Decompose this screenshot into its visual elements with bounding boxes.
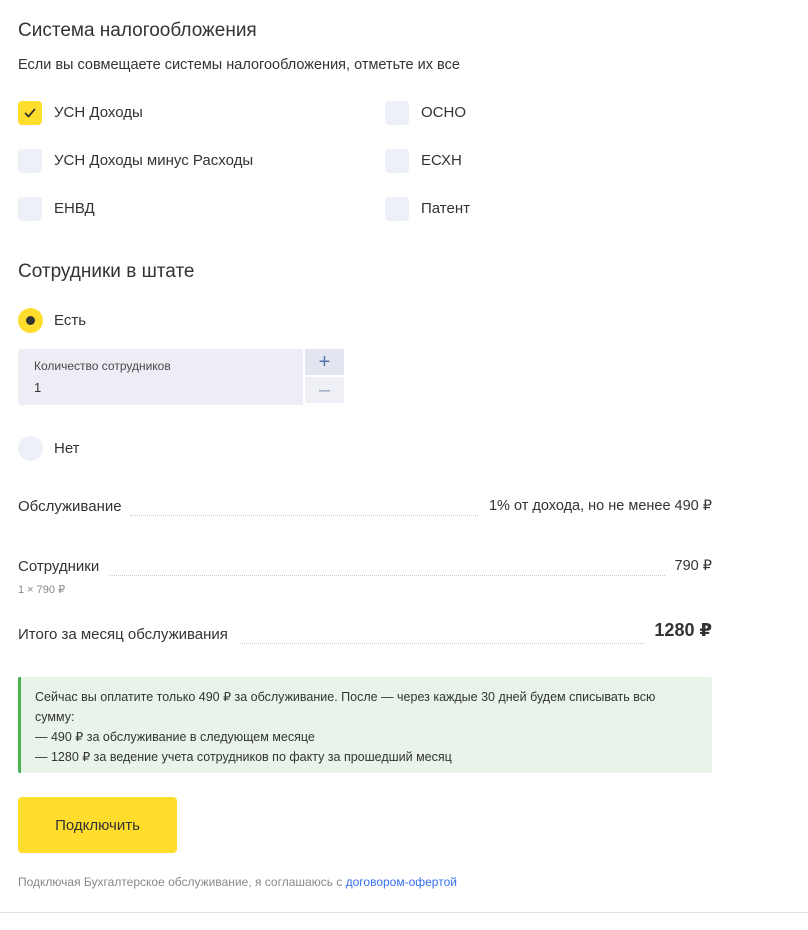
radio-employees-no[interactable] [18,436,43,461]
employees-section-title: Сотрудники в штате [18,261,195,282]
checkbox-usn-income[interactable] [18,101,42,125]
radio-employees-yes-label[interactable]: Есть [54,312,87,329]
employees-cost-note: 1 × 790 ₽ [18,584,66,596]
agreement-text-prefix: Подключая Бухгалтерское обслуживание, я соглашаюсь с [18,875,346,889]
offer-agreement-link[interactable]: договором-офертой [345,875,457,889]
agreement-text [18,875,457,889]
checkbox-usn-income-minus-expenses[interactable] [18,149,42,173]
bottom-divider [0,912,808,913]
plus-icon: + [318,351,331,373]
minus-icon: – [318,379,331,401]
service-dotted-leader [130,515,478,516]
total-label: Итого за месяц обслуживания [18,626,228,643]
radio-employees-no-label[interactable]: Нет [54,440,80,457]
radio-employees-yes[interactable] [18,308,43,333]
employees-dotted-leader [110,575,665,576]
notice-line-2: сумму: [35,710,75,724]
increment-button[interactable] [305,349,344,375]
checkbox-patent-label[interactable]: Патент [421,200,470,217]
connect-button[interactable]: Подключить [18,797,177,853]
payment-notice [18,677,712,773]
checkbox-osno-label[interactable]: ОСНО [421,104,466,121]
service-value: 1% от дохода, но не менее 490 ₽ [488,498,712,514]
checkbox-eshn-label[interactable]: ЕСХН [421,152,462,169]
decrement-button[interactable] [305,377,344,403]
employee-count-value[interactable]: 1 [34,380,42,395]
total-value: 1280 ₽ [654,620,712,640]
notice-line-1: Сейчас вы оплатите только 490 ₽ за обслуживание. После — через каждые 30 дней будем списывать всю [35,690,656,704]
checkmark-icon [23,106,37,120]
tax-section-subtitle: Если вы совмещаете системы налогообложения, отметьте их все [18,57,460,73]
employee-count-label: Количество сотрудников [34,359,171,373]
checkbox-envd-label[interactable]: ЕНВД [54,200,95,217]
checkbox-patent[interactable] [385,197,409,221]
checkbox-usn-income-label[interactable]: УСН Доходы [54,104,143,121]
employee-count-field[interactable] [18,349,303,405]
service-label: Обслуживание [18,498,122,515]
checkbox-osno[interactable] [385,101,409,125]
checkbox-eshn[interactable] [385,149,409,173]
notice-line-4: — 1280 ₽ за ведение учета сотрудников по факту за прошедший месяц [35,750,452,764]
employees-cost-value: 790 ₽ [674,558,712,574]
notice-line-3: — 490 ₽ за обслуживание в следующем месяце [35,730,315,744]
total-dotted-leader [240,643,645,644]
radio-selected-dot [26,316,35,325]
checkbox-usn-income-minus-expenses-label[interactable]: УСН Доходы минус Расходы [54,152,254,169]
employees-cost-label: Сотрудники [18,558,100,575]
tax-section-title: Система налогообложения [18,20,257,41]
checkbox-envd[interactable] [18,197,42,221]
